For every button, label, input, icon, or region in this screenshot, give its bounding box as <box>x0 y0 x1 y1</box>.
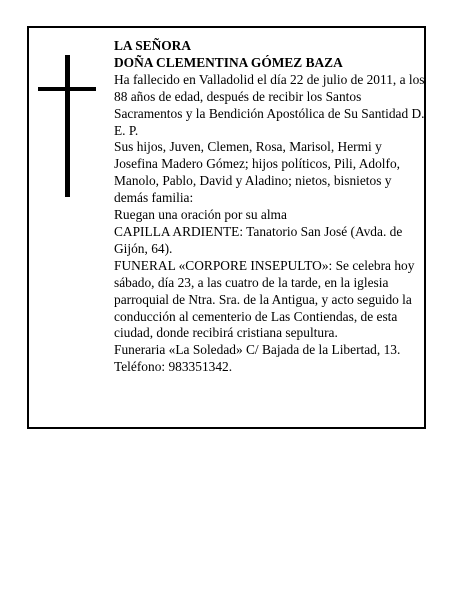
funeral-info: FUNERAL «CORPORE INSEPULTO»: Se celebra hoy sábado, día 23, a las cuatro de la tarde, en la iglesia parroquial de Ntra. Sra. de la Antigua, y acto seguido la conducción al cementerio de Las Contiendas, de esta ciudad, donde recibirá cristiana sepultura. <box>114 257 415 341</box>
obituary-text <box>114 38 426 376</box>
funeral-home-info: Funeraria «La Soledad» C/ Bajada de la Libertad, 13. Teléfono: 983351342. <box>114 342 401 375</box>
deceased-name: DOÑA CLEMENTINA GÓMEZ BAZA <box>114 54 343 70</box>
chapel-info: CAPILLA ARDIENTE: Tanatorio San José (Avda. de Gijón, 64). <box>114 223 403 256</box>
notice-title: LA SEÑORA <box>114 38 192 53</box>
family-list: Sus hijos, Juven, Clemen, Rosa, Marisol, Hermi y Josefina Madero Gómez; hijos políticos, Pili, Adolfo, Manolo, Pablo, David y Aladino; nietos, bisnietos y demás familia: <box>114 139 401 206</box>
prayer-request: Ruegan una oración por su alma <box>114 207 287 223</box>
cross-horizontal-bar <box>38 87 96 91</box>
death-announcement: Ha fallecido en Valladolid el día 22 de julio de 2011, a los 88 años de edad, después de recibir los Santos Sacramentos y la Bendición Apostólica de Su Santidad D. E. P. <box>114 71 425 138</box>
latin-cross-icon <box>38 55 96 197</box>
cross-vertical-bar <box>65 55 70 197</box>
